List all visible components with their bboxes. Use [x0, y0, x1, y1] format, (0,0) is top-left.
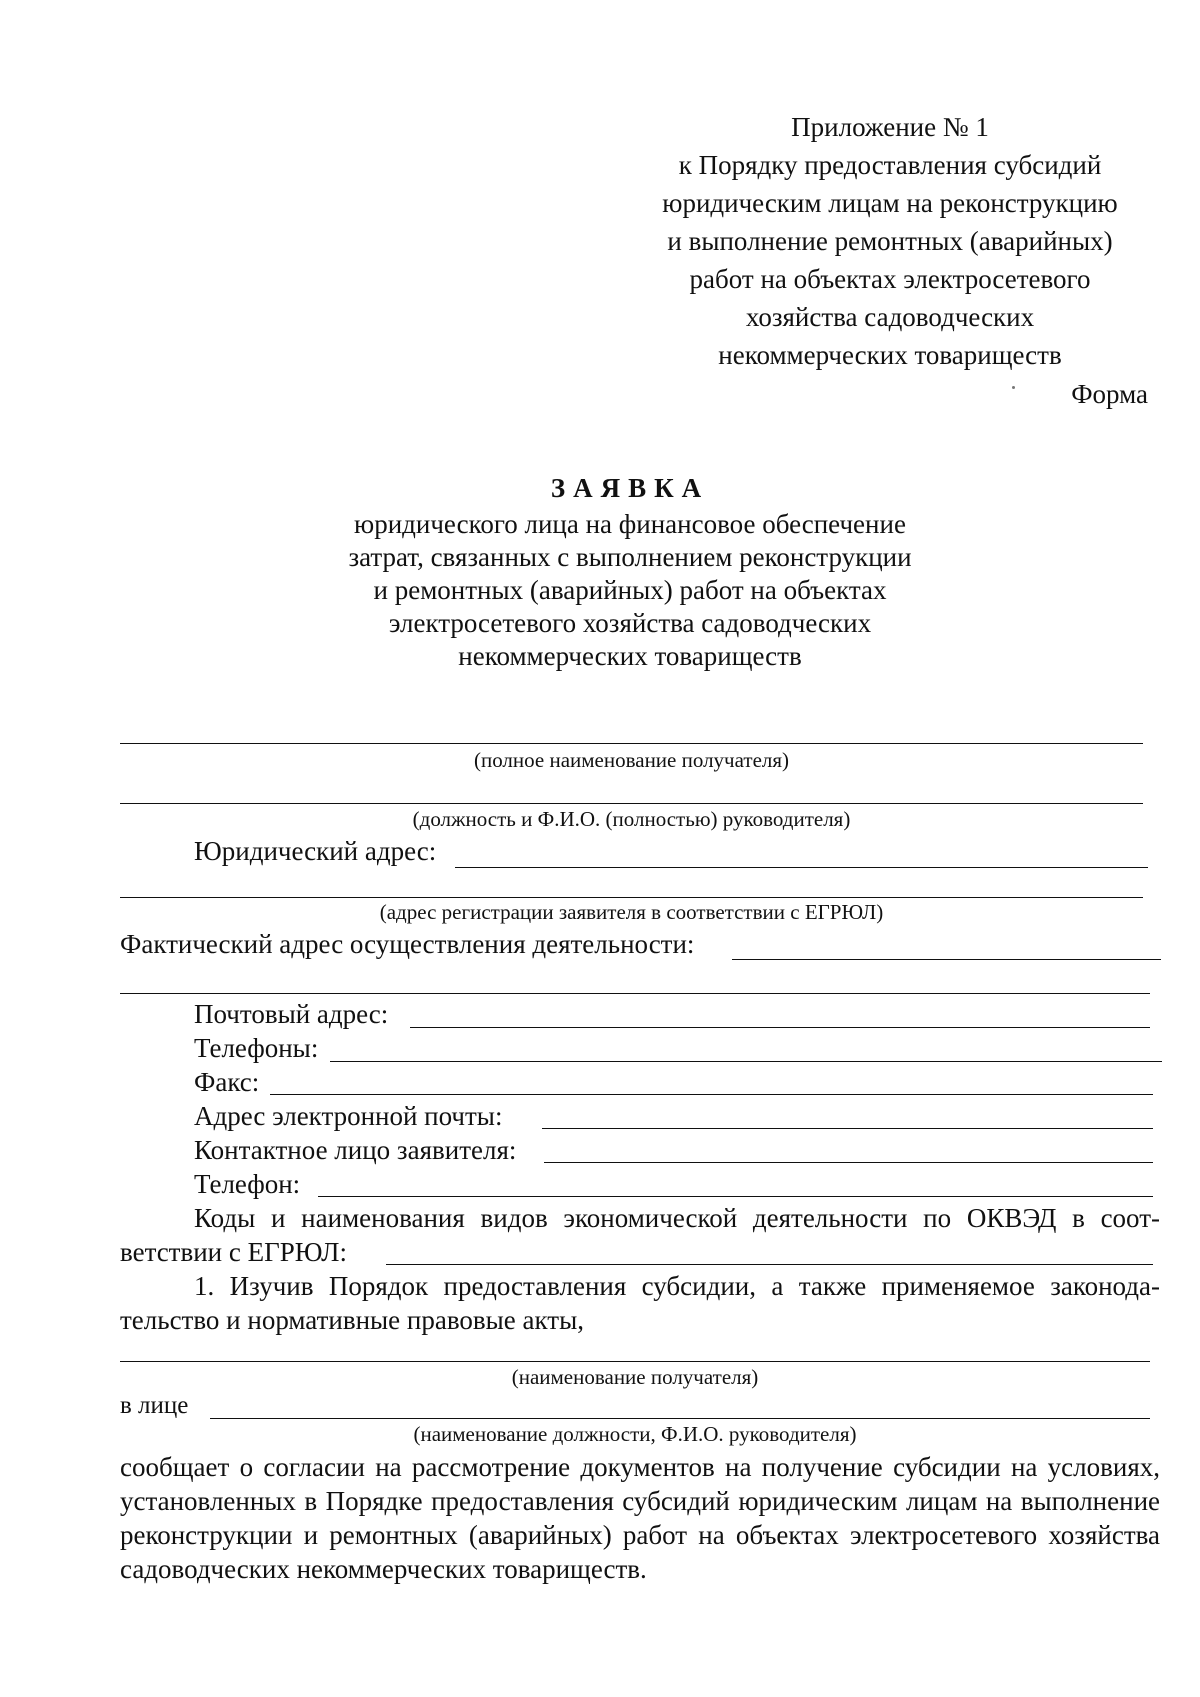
fax-line[interactable]: [270, 1094, 1153, 1095]
fax-label: Факс:: [194, 1067, 260, 1097]
consent-paragraph: сообщает о согласии на рассмотрение документов на получение субсидии на условиях, установленных в Порядке предоставления субсидий юридическим лицам на выполнение реконструкции и ремонтных (аварийных) работ на объектах электросетевого хозяйства садоводческих некоммерческих товариществ.: [120, 1452, 1160, 1584]
caption-head-position-short: (наименование должности, Ф.И.О. руководителя): [413, 1422, 857, 1446]
caption-registration-address: (адрес регистрации заявителя в соответствии с ЕГРЮЛ): [379, 900, 884, 924]
email-label: Адрес электронной почты:: [194, 1101, 503, 1131]
postal-address-label: Почтовый адрес:: [194, 999, 389, 1029]
legal-address-line[interactable]: [455, 867, 1148, 868]
appendix-line: юридическим лицам на реконструкцию: [662, 188, 1118, 218]
head-name-line[interactable]: [120, 803, 1143, 804]
paragraph-1-line-1: 1. Изучив Порядок предоставления субсидии, а также применяемое законода-: [194, 1271, 1160, 1301]
form-label: Форма: [1071, 379, 1148, 409]
subtitle-line: юридического лица на финансовое обеспечение: [354, 509, 906, 539]
subtitle-line: некоммерческих товариществ: [458, 641, 802, 671]
caption-recipient-name: (наименование получателя): [511, 1365, 759, 1389]
actual-address-label: Фактический адрес осуществления деятельности:: [120, 929, 695, 959]
okved-line[interactable]: [386, 1264, 1153, 1265]
recipient-name-line[interactable]: [120, 743, 1143, 744]
appendix-line: хозяйства садоводческих: [745, 302, 1035, 332]
recipient-line[interactable]: [120, 1361, 1150, 1362]
phone-line[interactable]: [318, 1196, 1153, 1197]
document-subtitle: [0, 508, 1200, 673]
phones-line[interactable]: [330, 1061, 1162, 1062]
in-person-label: в лице: [120, 1392, 189, 1419]
caption-recipient-full-name: (полное наименование получателя): [473, 748, 790, 772]
appendix-header: [640, 108, 1140, 374]
paragraph-1-line-2: тельство и нормативные правовые акты,: [120, 1305, 584, 1335]
scan-speck: [1012, 386, 1015, 389]
appendix-line: Приложение № 1: [791, 112, 989, 142]
appendix-line: работ на объектах электросетевого: [689, 264, 1091, 294]
phones-label: Телефоны:: [194, 1033, 319, 1063]
document-title: ЗАЯВКА: [550, 473, 710, 503]
in-person-line[interactable]: [210, 1418, 1150, 1419]
legal-address-line-2[interactable]: [120, 897, 1143, 898]
subtitle-line: затрат, связанных с выполнением реконструкции: [348, 542, 912, 572]
subtitle-line: и ремонтных (аварийных) работ на объектах: [373, 575, 887, 605]
contact-person-label: Контактное лицо заявителя:: [194, 1135, 517, 1165]
email-line[interactable]: [542, 1128, 1153, 1129]
contact-person-line[interactable]: [544, 1162, 1153, 1163]
okved-label-line-2: ветствии с ЕГРЮЛ:: [120, 1237, 347, 1267]
actual-address-line[interactable]: [732, 959, 1161, 960]
caption-head-position-name: (должность и Ф.И.О. (полностью) руководителя): [412, 807, 851, 831]
actual-address-line-2[interactable]: [120, 993, 1150, 994]
okved-label-line-1: Коды и наименования видов экономической деятельности по ОКВЭД в соот-: [194, 1203, 1160, 1233]
subtitle-line: электросетевого хозяйства садоводческих: [388, 608, 872, 638]
legal-address-label: Юридический адрес:: [194, 836, 437, 866]
phone-label: Телефон:: [194, 1169, 301, 1199]
appendix-line: и выполнение ремонтных (аварийных): [667, 226, 1113, 256]
appendix-line: к Порядку предоставления субсидий: [678, 150, 1102, 180]
postal-address-line[interactable]: [410, 1027, 1150, 1028]
appendix-line: некоммерческих товариществ: [718, 340, 1062, 370]
